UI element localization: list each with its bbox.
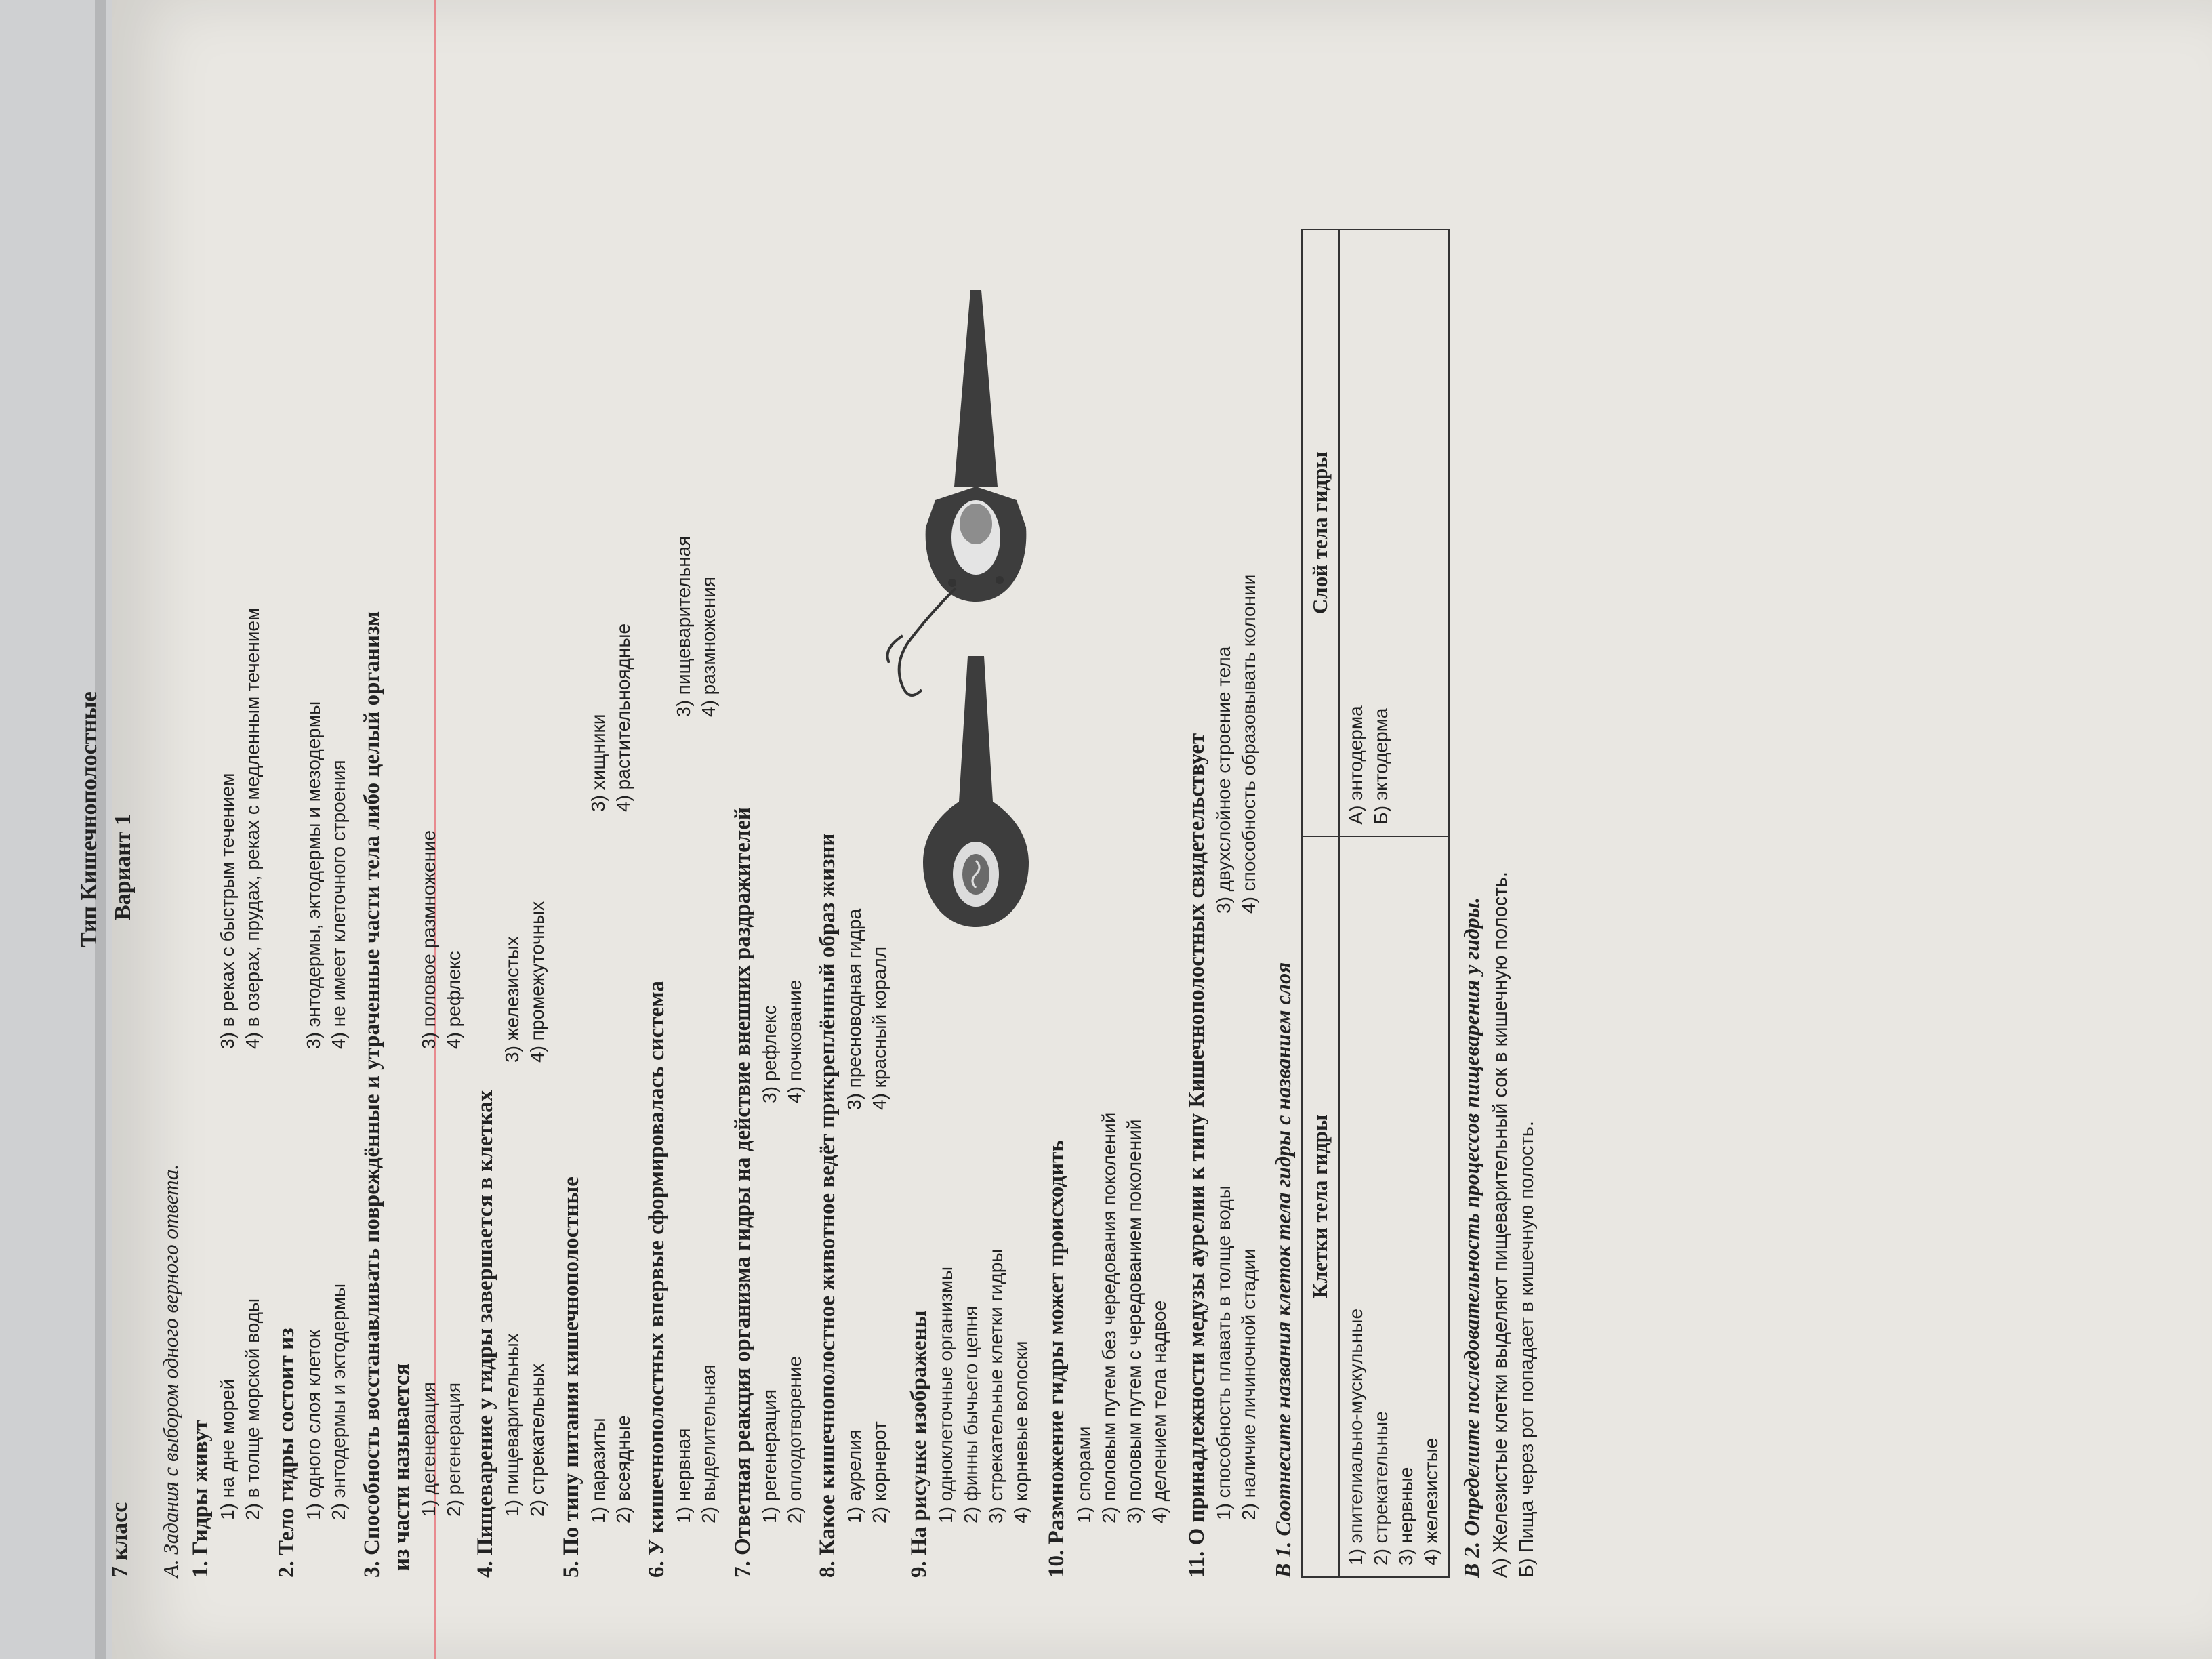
cell-item: 1) эпителиально-мускульные	[1345, 1308, 1366, 1565]
q9-option-2: 2) финны бычьего цепня	[960, 1305, 981, 1523]
cell-item: 3) нервные	[1395, 1467, 1416, 1565]
q10-option-4: 4) делением тела надвое	[1149, 1300, 1170, 1523]
section-b1-title: В 1. Соотнесите названия клеток тела гидры с названием слоя	[1271, 962, 1295, 1578]
q10-option-3: 3) половым путем с чередованием поколений	[1124, 1119, 1145, 1523]
q6-option-2: 2) выделительная	[698, 1364, 719, 1523]
section-b2-title: В 2. Определите последовательность процессов пищеварения у гидры.	[1459, 897, 1483, 1578]
q1-option-3: 3) в реках с быстрым течением	[217, 773, 238, 1049]
question-9: 9. На рисунке изображены	[907, 1310, 931, 1578]
matching-table	[1301, 229, 1450, 1578]
q2-option-4: 4) не имеет клеточного строения	[328, 760, 349, 1049]
cell-item: 2) стрекательные	[1370, 1411, 1391, 1565]
layer-item: Б) эктодерма	[1370, 708, 1391, 825]
q6-option-4: 4) размножения	[698, 577, 719, 717]
cnidocyte-discharged-icon	[888, 290, 1027, 695]
q8-option-1: 1) аурелия	[844, 1429, 865, 1523]
q3-option-2: 2) регенерация	[443, 1382, 464, 1517]
b2-item-b: Б) Пища через рот попадает в кишечную полость.	[1516, 1121, 1538, 1578]
q11-option-2: 2) наличие личиночной стадии	[1238, 1248, 1259, 1520]
grade-label: 7 класс	[107, 1502, 132, 1578]
q3-option-4: 4) рефлекс	[443, 951, 464, 1049]
q6-option-1: 1) нервная	[673, 1428, 694, 1523]
question-2: 2. Тело гидры состоит из	[274, 1328, 299, 1578]
q9-option-3: 3) стрекательные клетки гидры	[985, 1248, 1006, 1523]
question-5: 5. По типу питания кишечнополостные	[559, 1176, 583, 1578]
q5-option-3: 3) хищники	[588, 714, 609, 812]
cell-item: 4) железистые	[1420, 1437, 1441, 1565]
q7-option-4: 4) почкование	[784, 979, 805, 1103]
q9-option-1: 1) одноклеточные организмы	[935, 1266, 956, 1523]
q9-option-4: 4) корневые волоски	[1010, 1340, 1031, 1523]
q8-option-2: 2) корнерот	[869, 1421, 890, 1523]
q5-option-4: 4) растительноядные	[613, 623, 634, 812]
question-3: 3. Способность восстанавливать повреждённые и утраченные части тела либо целый организм	[360, 611, 384, 1578]
q1-option-4: 4) в озерах, прудах, реках с медленным течением	[242, 607, 263, 1049]
question-6: 6. У кишечнополостных впервые сформировалась система	[644, 981, 669, 1578]
question-8: 8. Какое кишечнополостное животное ведёт прикреплённый образ жизни	[815, 833, 840, 1578]
question-7: 7. Ответная реакция организма гидры на действие внешних раздражителей	[731, 807, 755, 1578]
q7-option-2: 2) оплодотворение	[784, 1355, 805, 1523]
stinging-cells-figure	[874, 188, 1078, 954]
q2-option-1: 1) одного слоя клеток	[303, 1330, 324, 1520]
cells-list	[1339, 836, 1449, 1577]
q7-option-3: 3) рефлекс	[759, 1005, 780, 1103]
q6-option-3: 3) пищеварительная	[673, 535, 694, 717]
question-4: 4. Пищеварение у гидры завершается в клетках	[473, 1090, 497, 1578]
q1-option-2: 2) в толще морской воды	[242, 1298, 263, 1520]
q1-option-1: 1) на дне морей	[217, 1378, 238, 1520]
q7-option-1: 1) регенерация	[759, 1389, 780, 1523]
q5-option-1: 1) паразиты	[588, 1418, 609, 1523]
layer-item: А) энтодерма	[1345, 705, 1366, 825]
q8-option-3: 3) пресноводная гидра	[844, 908, 865, 1110]
column-header-cells: Клетки тела гидры	[1302, 836, 1339, 1577]
q3-option-3: 3) половое размножение	[418, 830, 439, 1049]
cnidocyte-resting-icon	[923, 656, 1029, 927]
section-a-title: А. Задания с выбором одного верного ответа.	[159, 1164, 182, 1578]
q10-option-1: 1) спорами	[1073, 1426, 1094, 1523]
q3-option-1: 1) дегенерация	[418, 1382, 439, 1517]
b2-item-a: А) Железистые клетки выделяют пищеварительный сок в кишечную полость.	[1490, 872, 1511, 1578]
q4-option-4: 4) промежуточных	[527, 901, 548, 1063]
q11-option-4: 4) способность образовывать колонии	[1238, 574, 1259, 914]
column-header-layers: Слой тела гидры	[1302, 230, 1339, 836]
q2-option-3: 3) энтодермы, эктодермы и мезодермы	[303, 701, 324, 1049]
q4-option-1: 1) пищеварительных	[501, 1333, 523, 1517]
q4-option-2: 2) стрекательных	[527, 1363, 548, 1517]
q8-option-4: 4) красный коралл	[869, 946, 890, 1110]
q4-option-3: 3) железистых	[501, 936, 523, 1063]
q5-option-2: 2) всеядные	[613, 1415, 634, 1523]
question-3-line-2: из части называется	[390, 1363, 414, 1571]
q11-option-1: 1) способность плавать в толще воды	[1213, 1185, 1234, 1520]
page-title: Тип Кишечнополостные	[77, 691, 102, 947]
q2-option-2: 2) энтодермы и эктодермы	[328, 1283, 349, 1520]
q10-option-2: 2) половым путем без чередования поколений	[1099, 1112, 1120, 1523]
q11-option-3: 3) двухслойное строение тела	[1213, 646, 1234, 914]
layers-list	[1339, 230, 1449, 836]
question-10: 10. Размножение гидры может происходить	[1044, 1140, 1069, 1578]
question-11: 11. О принадлежности медузы аурелии к типу Кишечнополостных свидетельствует	[1185, 733, 1209, 1578]
question-1: 1. Гидры живут	[188, 1419, 213, 1578]
variant-label: Вариант 1	[110, 814, 136, 920]
